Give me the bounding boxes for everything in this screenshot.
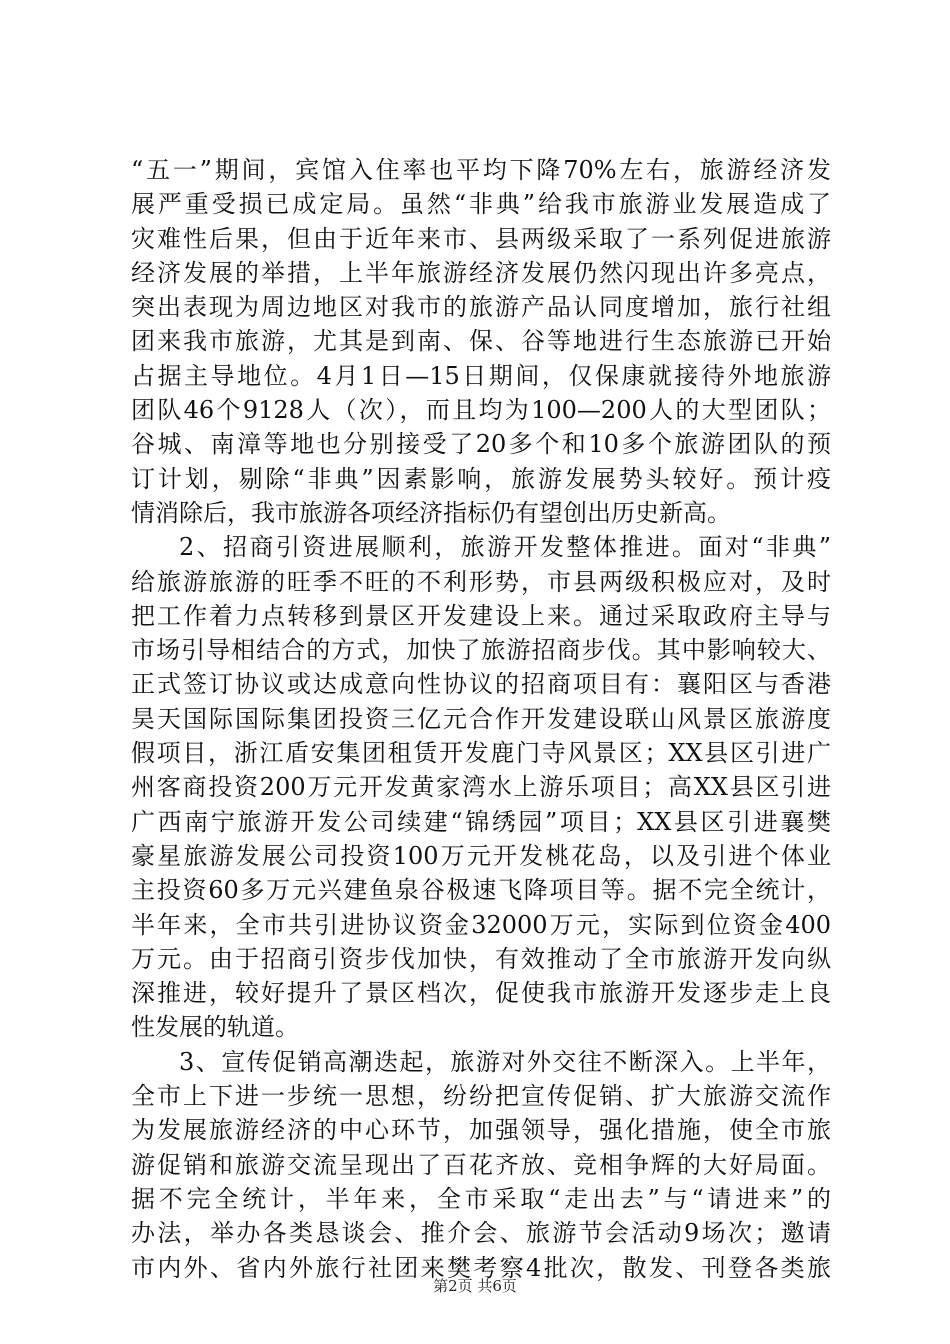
text-line: 深推进，较好提升了景区档次，促使我市旅游开发逐步走上良 <box>131 979 831 1008</box>
text-line: 团来我市旅游，尤其是到南、保、谷等地进行生态旅游已开始 <box>131 327 831 356</box>
text-line: 订计划，剔除“非典”因素影响，旅游发展势头较好。预计疫 <box>131 464 831 493</box>
text-line: 州客商投资200万元开发黄家湾水上游乐项目；高XX县区引进 <box>131 773 831 802</box>
text-line: 谷城、南漳等地也分别接受了20多个和10多个旅游团队的预 <box>131 430 831 459</box>
text-line: 市内外、省内外旅行社团来樊考察4批次，散发、刊登各类旅 <box>131 1253 831 1282</box>
body-text <box>131 153 831 1285</box>
text-line: 展严重受损已成定局。虽然“非典”给我市旅游业发展造成了 <box>131 190 831 219</box>
text-line: 假项目，浙江盾安集团租赁开发鹿门寺风景区；XX县区引进广 <box>131 739 831 768</box>
text-line: 团队46个9128人（次），而且均为100—200人的大型团队； <box>131 396 831 425</box>
text-line: 经济发展的举措，上半年旅游经济发展仍然闪现出许多亮点， <box>131 258 831 287</box>
text-line: 给旅游旅游的旺季不旺的不利形势，市县两级积极应对，及时 <box>131 567 831 596</box>
text-line: 把工作着力点转移到景区开发建设上来。通过采取政府主导与 <box>131 601 831 630</box>
text-line: 豪星旅游发展公司投资100万元开发桃花岛，以及引进个体业 <box>131 841 831 870</box>
text-line: 占据主导地位。4月1日—15日期间，仅保康就接待外地旅游 <box>131 361 831 390</box>
text-line: 性发展的轨道。 <box>131 1013 299 1042</box>
text-line: 2、招商引资进展顺利，旅游开发整体推进。面对“非典” <box>179 533 831 562</box>
text-line: 办法，举办各类恳谈会、推介会、旅游节会活动9场次；邀请 <box>131 1219 831 1248</box>
text-line: 情消除后，我市旅游各项经济指标仍有望创出历史新高。 <box>131 498 731 527</box>
text-line: 游促销和旅游交流呈现出了百花齐放、竞相争辉的大好局面。 <box>131 1150 831 1179</box>
page-number: 第2页 共6页 <box>433 1277 517 1295</box>
text-line: 半年来，全市共引进协议资金32000万元，实际到位资金400 <box>131 910 831 939</box>
text-line: 正式签订协议或达成意向性协议的招商项目有：襄阳区与香港 <box>131 670 831 699</box>
text-line: 广西南宁旅游开发公司续建“锦绣园”项目；XX县区引进襄樊 <box>131 807 831 836</box>
text-line: 3、宣传促销高潮迭起，旅游对外交往不断深入。上半年， <box>179 1047 831 1076</box>
text-line: 万元。由于招商引资步伐加快，有效推动了全市旅游开发向纵 <box>131 944 831 973</box>
text-line: 为发展旅游经济的中心环节，加强领导，强化措施，使全市旅 <box>131 1116 831 1145</box>
text-line: 全市上下进一步统一思想，纷纷把宣传促销、扩大旅游交流作 <box>131 1082 831 1111</box>
text-line: 市场引导相结合的方式，加快了旅游招商步伐。其中影响较大、 <box>131 636 831 665</box>
text-line: “五一”期间，宾馆入住率也平均下降70%左右，旅游经济发 <box>131 156 831 184</box>
page-footer <box>0 1276 950 1296</box>
text-line: 灾难性后果，但由于近年来市、县两级采取了一系列促进旅游 <box>131 224 831 253</box>
text-line: 昊天国际国际集团投资三亿元合作开发建设联山风景区旅游度 <box>131 704 831 733</box>
text-line: 据不完全统计，半年来，全市采取“走出去”与“请进来”的 <box>131 1184 831 1213</box>
text-line: 突出表现为周边地区对我市的旅游产品认同度增加，旅行社组 <box>131 293 831 322</box>
text-line: 主投资60多万元兴建鱼泉谷极速飞降项目等。据不完全统计， <box>131 876 831 905</box>
